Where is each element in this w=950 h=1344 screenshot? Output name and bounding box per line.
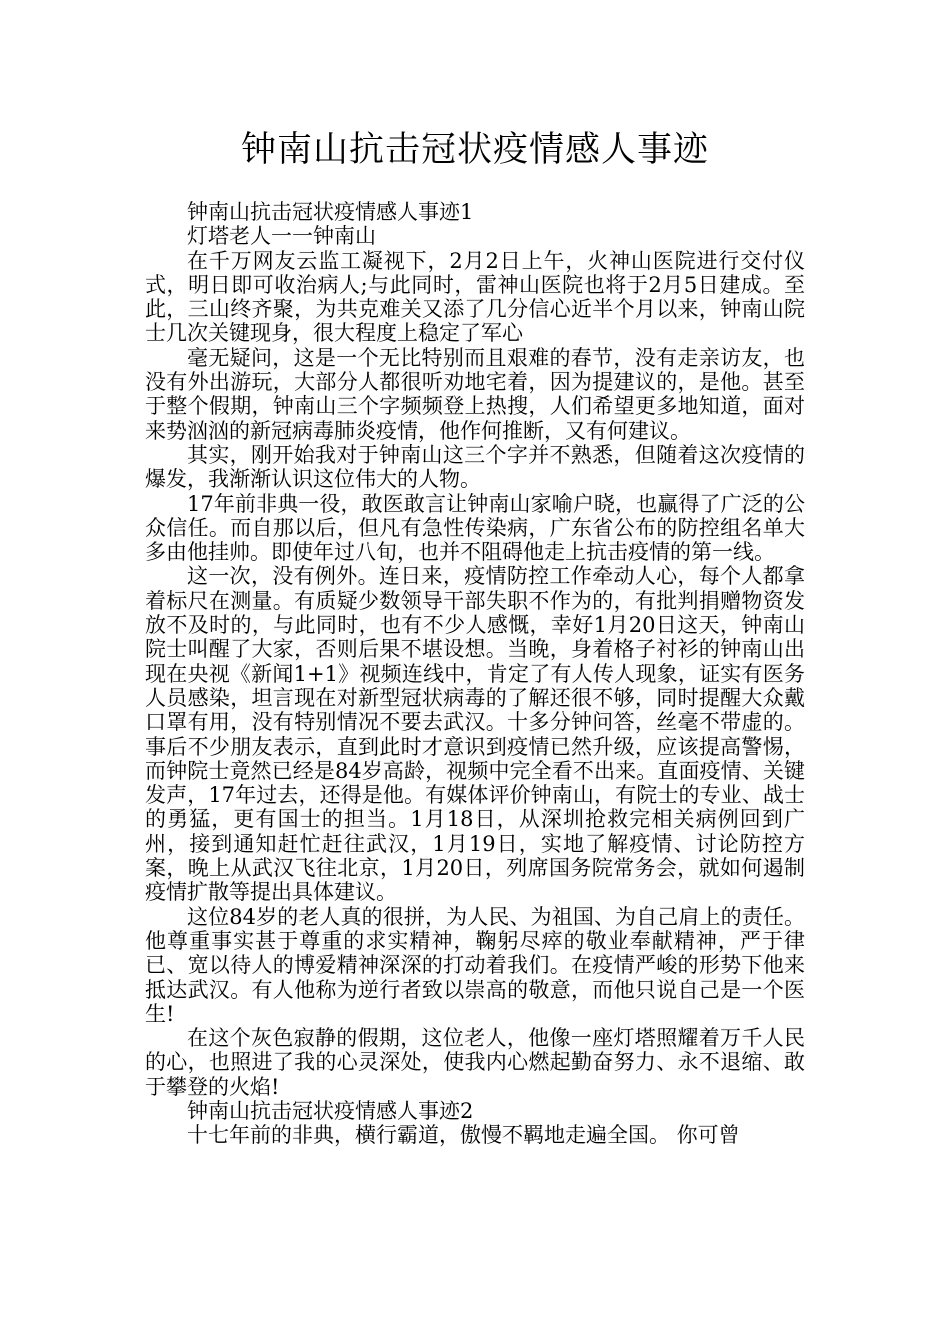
paragraph: 17年前非典一役，敢医敢言让钟南山家喻户晓，也赢得了广泛的公众信任。而自那以后，但凡有急性传染病，广东省公布的防控组名单大多由他挂帅。即使年过八旬，也并不阻碍他走上抗击疫情的第一线。 (145, 491, 805, 565)
section-heading-2: 钟南山抗击冠状疫情感人事迹2 (187, 1098, 474, 1123)
paragraph: 在千万网友云监工凝视下，2月2日上午，火神山医院进行交付仪式，明日即可收治病人;与此同时，雷神山医院也将于2月5日建成。至此，三山终齐聚，为共克难关又添了几分信心近半个月以来，钟南山院士几次关键现身，很大程度上稳定了军心 (145, 248, 805, 346)
document-title: 钟南山抗击冠状疫情感人事迹 (240, 130, 709, 170)
subtitle: 灯塔老人一一钟南山 (187, 224, 376, 249)
document-body (145, 200, 805, 1148)
paragraph: 毫无疑问，这是一个无比特别而且艰难的春节，没有走亲访友，也没有外出游玩，大部分人都很听劝地宅着，因为提建议的，是他。甚至于整个假期，钟南山三个字频频登上热搜，人们希望更多地知道，面对来势汹汹的新冠病毒肺炎疫情，他作何推断，又有何建议。 (145, 345, 805, 443)
paragraph: 其实，刚开始我对于钟南山这三个字并不熟悉，但随着这次疫情的爆发，我渐渐认识这位伟大的人物。 (145, 442, 805, 492)
paragraph: 这位84岁的老人真的很拼，为人民、为祖国、为自己肩上的责任。他尊重事实甚于尊重的求实精神，鞠躬尽瘁的敬业奉献精神，严于律已、宽以待人的博爱精神深深的打动着我们。在疫情严峻的形势下他来抵达武汉。有人他称为逆行者致以崇高的敬意，而他只说自己是一个医生! (145, 904, 805, 1026)
paragraph: 在这个灰色寂静的假期，这位老人，他像一座灯塔照耀着万千人民的心，也照进了我的心灵深处，使我内心燃起勤奋努力、永不退缩、敢于攀登的火焰! (145, 1026, 805, 1099)
section-heading-1: 钟南山抗击冠状疫情感人事迹1 (187, 200, 474, 224)
paragraph: 这一次，没有例外。连日来，疫情防控工作牵动人心，每个人都拿着标尺在测量。有质疑少数领导干部失职不作为的，有批判捐赠物资发放不及时的，与此同时，也有不少人感慨，幸好1月20日这天，钟南山院士叫醒了大家，否则后果不堪设想。当晚，身着格子衬衫的钟南山出现在央视《新闻1+1》视频连线中，肯定了有人传人现象，证实有医务人员感染，坦言现在对新型冠状病毒的了解还很不够，同时提醒大众戴口罩有用，没有特别情况不要去武汉。十多分钟问答，丝毫不带虚的。事后不少朋友表示，直到此时才意识到疫情已然升级，应该提高警惕，而钟院士竟然已经是84岁高龄，视频中完全看不出来。直面疫情、关键发声，17年过去，还得是他。有媒体评价钟南山，有院士的专业、战士的勇猛，更有国士的担当。1月18日，从深圳抢救完相关病例回到广州，接到通知赶忙赶往武汉，1月19日，实地了解疫情、讨论防控方案，晚上从武汉飞往北京，1月20日，列席国务院常务会，就如何遏制疫情扩散等提出具体建议。 (145, 564, 805, 905)
paragraph: 十七年前的非典，横行霸道，傲慢不羁地走遍全国。 你可曾 (187, 1123, 740, 1148)
